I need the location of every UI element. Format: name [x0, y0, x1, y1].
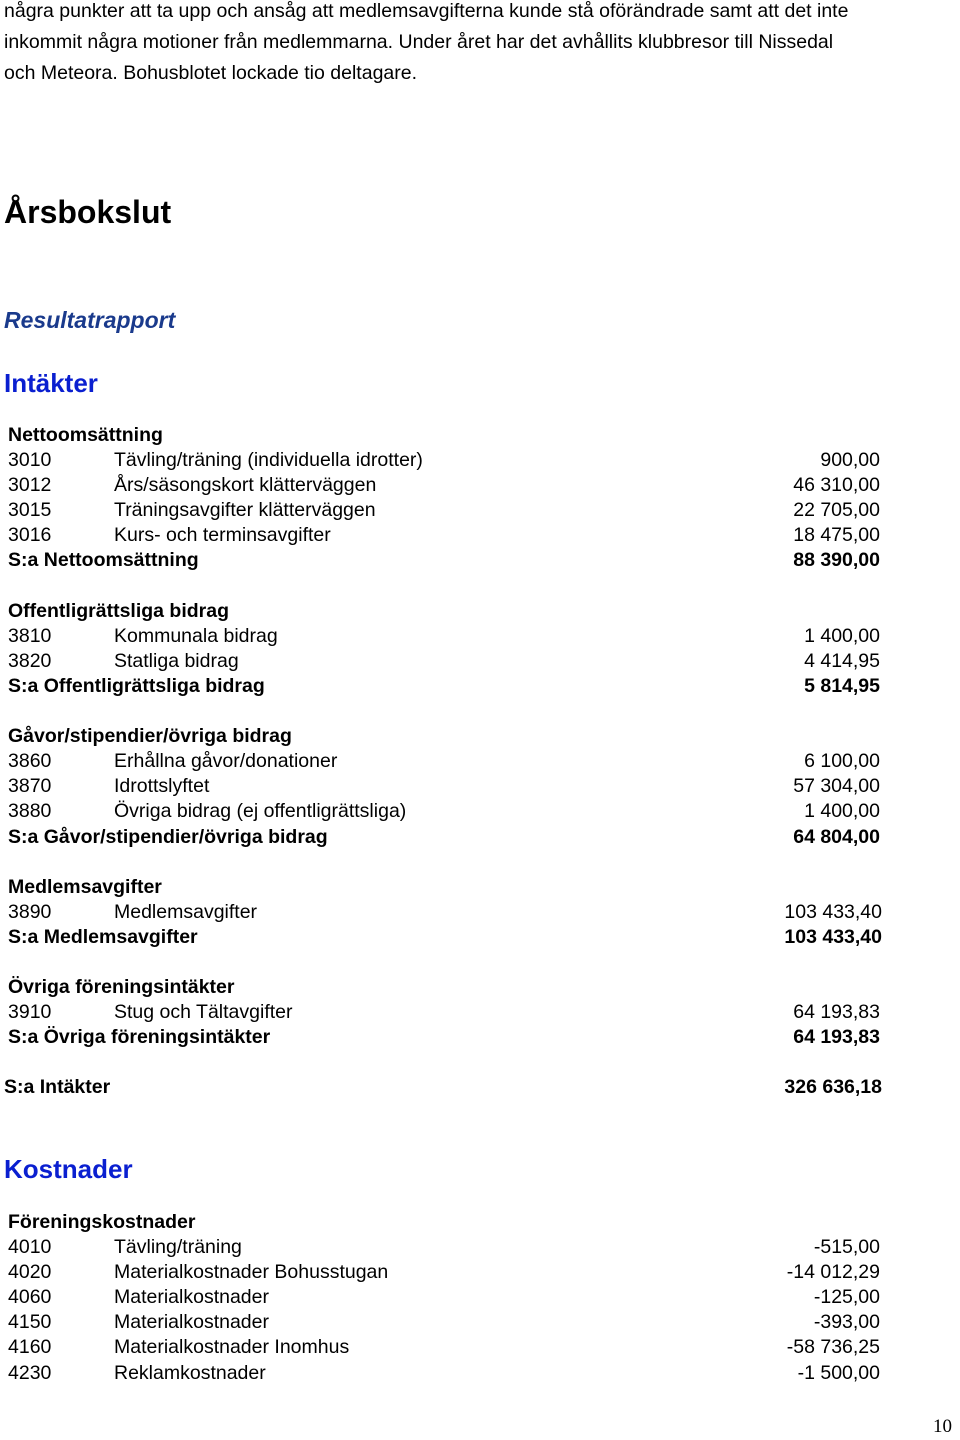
table-row: 3010 Tävling/träning (individuella idrotter) 900,00 — [8, 449, 880, 472]
intro-paragraph — [4, 0, 954, 89]
table-row: 3880 Övriga bidrag (ej offentligrättsliga) 1 400,00 — [8, 800, 880, 823]
page-title: Årsbokslut — [4, 194, 172, 230]
group-sum-row: S:a Offentligrättsliga bidrag 5 814,95 — [8, 674, 880, 697]
table-row: 4160 Materialkostnader Inomhus -58 736,25 — [8, 1336, 880, 1359]
table-row: 3810 Kommunala bidrag 1 400,00 — [8, 624, 880, 647]
intro-line: några punkter att ta upp och ansåg att medlemsavgifterna kunde stå oförändrade samt att det inte — [4, 0, 849, 22]
group-heading: Medlemsavgifter — [8, 875, 162, 898]
income-table — [0, 423, 960, 1101]
table-row: 3870 Idrottslyftet 57 304,00 — [8, 775, 880, 798]
table-row: 3016 Kurs- och terminsavgifter 18 475,00 — [8, 524, 880, 547]
table-row: 3860 Erhållna gåvor/donationer 6 100,00 — [8, 750, 880, 773]
table-row: 3015 Träningsavgifter klätterväggen 22 705,00 — [8, 499, 880, 522]
group-heading: Föreningskostnader — [8, 1211, 196, 1233]
income-title: Intäkter — [4, 368, 98, 398]
report-title: Resultatrapport — [4, 307, 176, 333]
income-total-row: S:a Intäkter 326 636,18 — [4, 1076, 882, 1099]
table-row: 4150 Materialkostnader -393,00 — [8, 1311, 880, 1334]
costs-title: Kostnader — [4, 1154, 133, 1184]
table-row: 4060 Materialkostnader -125,00 — [8, 1286, 880, 1309]
page-number: 10 — [933, 1416, 952, 1437]
table-row: 3820 Statliga bidrag 4 414,95 — [8, 649, 880, 672]
group-sum-row: S:a Gåvor/stipendier/övriga bidrag 64 804,00 — [8, 825, 880, 848]
table-row: 4010 Tävling/träning -515,00 — [8, 1236, 880, 1259]
group-heading: Gåvor/stipendier/övriga bidrag — [8, 725, 292, 748]
costs-table — [0, 1210, 960, 1386]
group-sum-row: S:a Medlemsavgifter 103 433,40 — [8, 925, 882, 948]
group-sum-row: S:a Övriga föreningsintäkter 64 193,83 — [8, 1026, 880, 1049]
table-row: 3890 Medlemsavgifter 103 433,40 — [8, 900, 882, 923]
table-row: 4230 Reklamkostnader -1 500,00 — [8, 1361, 880, 1384]
table-row: 3910 Stug och Tältavgifter 64 193,83 — [8, 1001, 880, 1024]
group-heading: Övriga föreningsintäkter — [8, 976, 235, 999]
group-heading: Offentligrättsliga bidrag — [8, 599, 230, 622]
table-row: 4020 Materialkostnader Bohusstugan -14 012,29 — [8, 1261, 880, 1284]
intro-line: och Meteora. Bohusblotet lockade tio deltagare. — [4, 62, 418, 84]
group-heading: Nettoomsättning — [8, 424, 163, 446]
group-sum-row: S:a Nettoomsättning 88 390,00 — [8, 549, 880, 572]
intro-line: inkommit några motioner från medlemmarna. Under året har det avhållits klubbresor till Nissedal — [4, 31, 834, 53]
table-row: 3012 Års/säsongskort klätterväggen 46 310,00 — [8, 474, 880, 497]
